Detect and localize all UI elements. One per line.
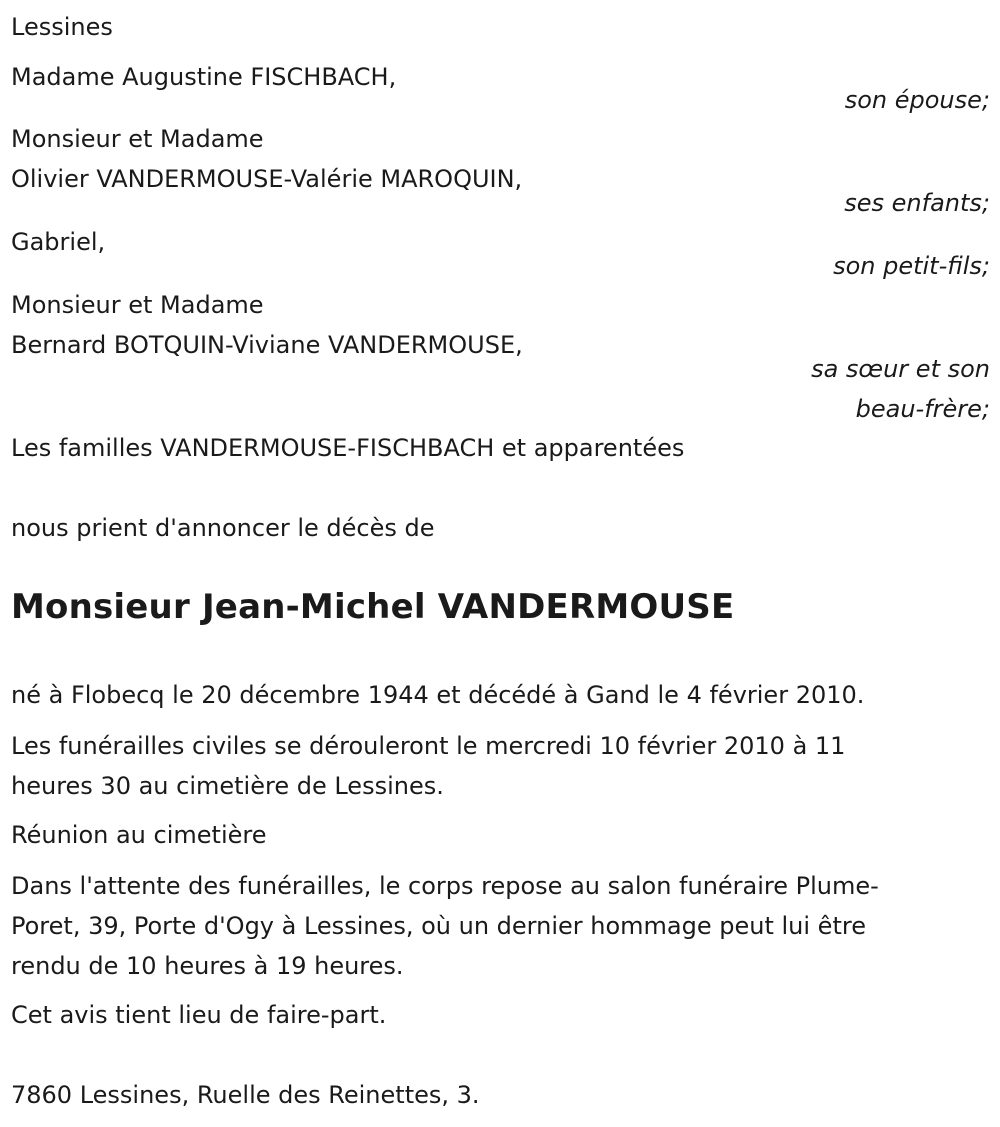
relation-spouse: son épouse; [844,86,990,114]
mourner-children-names: Olivier VANDERMOUSE-Valérie MAROQUIN, [11,165,523,193]
relation-children: ses enfants; [844,189,990,217]
funeral-line-2: heures 30 au cimetière de Lessines. [11,772,444,800]
relation-grandson: son petit-fils; [833,252,990,280]
announcement: nous prient d'annoncer le décès de [11,514,435,542]
deceased-name: Monsieur Jean-Michel VANDERMOUSE [11,587,735,627]
address: 7860 Lessines, Ruelle des Reinettes, 3. [11,1081,480,1109]
relation-sister-line2: beau-frère; [855,395,990,423]
notice: Cet avis tient lieu de faire-part. [11,1001,387,1029]
families: Les familles VANDERMOUSE-FISCHBACH et apparentées [11,434,685,462]
relation-sister-line1: sa sœur et son [811,355,990,383]
mourner-children-title: Monsieur et Madame [11,125,264,153]
mourner-spouse: Madame Augustine FISCHBACH, [11,63,397,91]
viewing-line-1: Dans l'attente des funérailles, le corps repose au salon funéraire Plume- [11,872,879,900]
mourner-sister-title: Monsieur et Madame [11,291,264,319]
birth-death-info: né à Flobecq le 20 décembre 1944 et décédé à Gand le 4 février 2010. [11,681,865,709]
mourner-grandson: Gabriel, [11,228,106,256]
viewing-line-2: Poret, 39, Porte d'Ogy à Lessines, où un dernier hommage peut lui être [11,912,866,940]
funeral-line-1: Les funérailles civiles se dérouleront le mercredi 10 février 2010 à 11 [11,732,846,760]
viewing-line-3: rendu de 10 heures à 19 heures. [11,952,404,980]
mourner-sister-names: Bernard BOTQUIN-Viviane VANDERMOUSE, [11,331,523,359]
meeting-info: Réunion au cimetière [11,821,267,849]
location: Lessines [11,13,113,41]
